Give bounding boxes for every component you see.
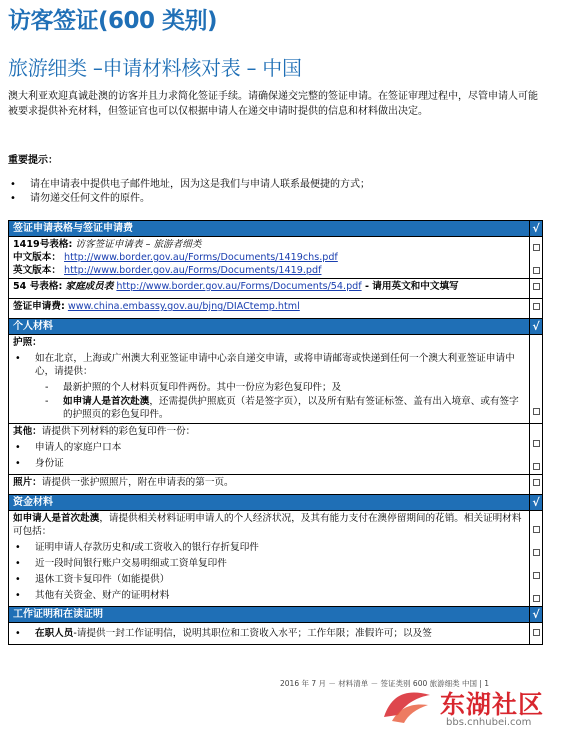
- watermark-url: bbs.cnhubei.com: [446, 717, 532, 728]
- checkbox[interactable]: [533, 479, 540, 486]
- form54-note: - 请用英文和中文填写: [361, 281, 459, 292]
- section-header-personal: [9, 319, 543, 335]
- check-mark: √: [530, 221, 543, 237]
- form54-link[interactable]: http://www.border.gov.au/Forms/Documents/54.pdf: [116, 281, 362, 292]
- form-label: 1419号表格:: [13, 239, 73, 250]
- section-header-employment: [9, 607, 543, 623]
- checkbox[interactable]: [533, 629, 540, 636]
- form-label: 54 号表格:: [13, 281, 63, 292]
- intro-paragraph: 澳大利亚欢迎真诚赴澳的访客并且力求简化签证手续。请确保递交完整的签证申请。在签证审理过程中，尽管申请人可能被要求提供补充材料，但签证官也可以仅根据申请人在递交申请时提供的信息和材料做出决定。: [8, 91, 538, 117]
- watermark: [382, 683, 558, 733]
- checkbox[interactable]: [533, 463, 540, 470]
- checklist-row-fee: [9, 299, 543, 319]
- checklist-row-photo: [9, 475, 543, 495]
- en-version-label: 英文版本：: [13, 265, 61, 276]
- checkbox[interactable]: [533, 303, 540, 310]
- checkbox[interactable]: [533, 572, 540, 579]
- first-visit-label: 如申请人是首次赴澳: [13, 513, 100, 524]
- page-footer: 2016 年 7 月 － 材料清单 － 签证类别 600 旅游细类 中国 | 1: [280, 679, 490, 688]
- section-title: 工作证明和在读证明: [9, 607, 530, 623]
- employment-text: -请提供一封工作证明信，说明其职位和工资收入水平；工作年限；准假许可；以及签: [73, 628, 432, 639]
- passport-label: 护照：: [13, 337, 42, 348]
- form-name: 访客签证申请表 – 旅游者细类: [75, 239, 202, 250]
- community-logo-icon: [382, 687, 434, 725]
- check-mark: √: [530, 607, 543, 623]
- section-header-forms: [9, 221, 543, 237]
- financial-intro: ，请提供相关材料证明申请人的个人经济状况，及其有能力支付在澳停留期间的花销。相关证明材料可包括：: [13, 513, 522, 537]
- checklist-row-employment: [9, 623, 543, 645]
- check-mark: √: [530, 319, 543, 335]
- page-subtitle: 旅游细类 –申请材料核对表 – 中国: [8, 56, 302, 80]
- section-title: 签证申请表格与签证申请费: [9, 221, 530, 237]
- checklist-row-passport: [9, 335, 543, 424]
- page-title: 访客签证(600 类别): [8, 8, 218, 34]
- photo-label: 照片：: [13, 477, 42, 488]
- passport-sub-item: - 最新护照的个人材料页复印件两份。其中一份应为彩色复印件；及: [13, 381, 525, 394]
- other-item: • 申请人的家庭户口本: [13, 441, 525, 454]
- checkbox[interactable]: [533, 283, 540, 290]
- financial-item: • 其他有关资金、财产的证明材料: [13, 589, 525, 602]
- checklist-table: [8, 220, 543, 645]
- employed-label: 在职人员: [35, 628, 74, 639]
- passport-sub-text: ，还需提供护照底页（若是签字页），以及所有贴有签证标签、盖有出入境章、或有签字的护照页的彩色复印件。: [63, 396, 519, 420]
- checkbox[interactable]: [533, 244, 540, 251]
- photo-text: 请提供一张护照照片，附在申请表的第一页。: [41, 477, 234, 488]
- checkbox[interactable]: [533, 408, 540, 415]
- employment-item: [13, 627, 525, 640]
- financial-item: • 近一段时间银行账户交易明细或工资单复印件: [13, 557, 525, 570]
- passport-bullet: • 如在北京，上海或广州澳大利亚签证申请中心亲自递交申请，或将申请邮寄或快递到任何一个澳大利亚签证申请中心，请提供：: [13, 352, 525, 378]
- watermark-brand: 东湖社区: [440, 690, 545, 719]
- form-name: 家庭成员表: [65, 281, 114, 292]
- note-item: • 请在申请表中提供电子邮件地址，因为这是我们与申请人联系最便捷的方式；: [8, 178, 544, 192]
- note-item: • 请勿递交任何文件的原件。: [8, 192, 544, 206]
- fee-link[interactable]: www.china.embassy.gov.au/bjng/DIACtemp.html: [67, 301, 300, 312]
- cn-version-link[interactable]: http://www.border.gov.au/Forms/Documents/1419chs.pdf: [64, 252, 338, 263]
- financial-item: • 退休工资卡复印件（如能提供）: [13, 573, 525, 586]
- checkbox[interactable]: [533, 440, 540, 447]
- checklist-row-other: [9, 424, 543, 475]
- checklist-row-financial: [9, 511, 543, 607]
- checklist-row-form54: [9, 279, 543, 299]
- checklist-row-form1419: [9, 237, 543, 279]
- first-visit-label: 如申请人是首次赴澳: [63, 396, 150, 407]
- financial-item: • 证明申请人存款历史和/或工资收入的银行存折复印件: [13, 541, 525, 554]
- notes-list: [8, 178, 544, 206]
- cn-version-label: 中文版本：: [13, 252, 61, 263]
- en-version-link[interactable]: http://www.border.gov.au/Forms/Documents/1419.pdf: [64, 265, 322, 276]
- other-text: 请提供下列材料的彩色复印件一份：: [41, 426, 196, 437]
- checkbox[interactable]: [533, 526, 540, 533]
- fee-label: 签证申请费:: [13, 301, 65, 312]
- other-label: 其他：: [13, 426, 42, 437]
- section-title: 资金材料: [9, 495, 530, 511]
- checkbox[interactable]: [533, 267, 540, 274]
- notes-heading: 重要提示：: [8, 155, 58, 166]
- checkbox[interactable]: [533, 549, 540, 556]
- other-item: • 身份证: [13, 457, 525, 470]
- passport-sub-item: [13, 395, 525, 421]
- section-title: 个人材料: [9, 319, 530, 335]
- section-header-financial: [9, 495, 543, 511]
- check-mark: √: [530, 495, 543, 511]
- checkbox[interactable]: [533, 595, 540, 602]
